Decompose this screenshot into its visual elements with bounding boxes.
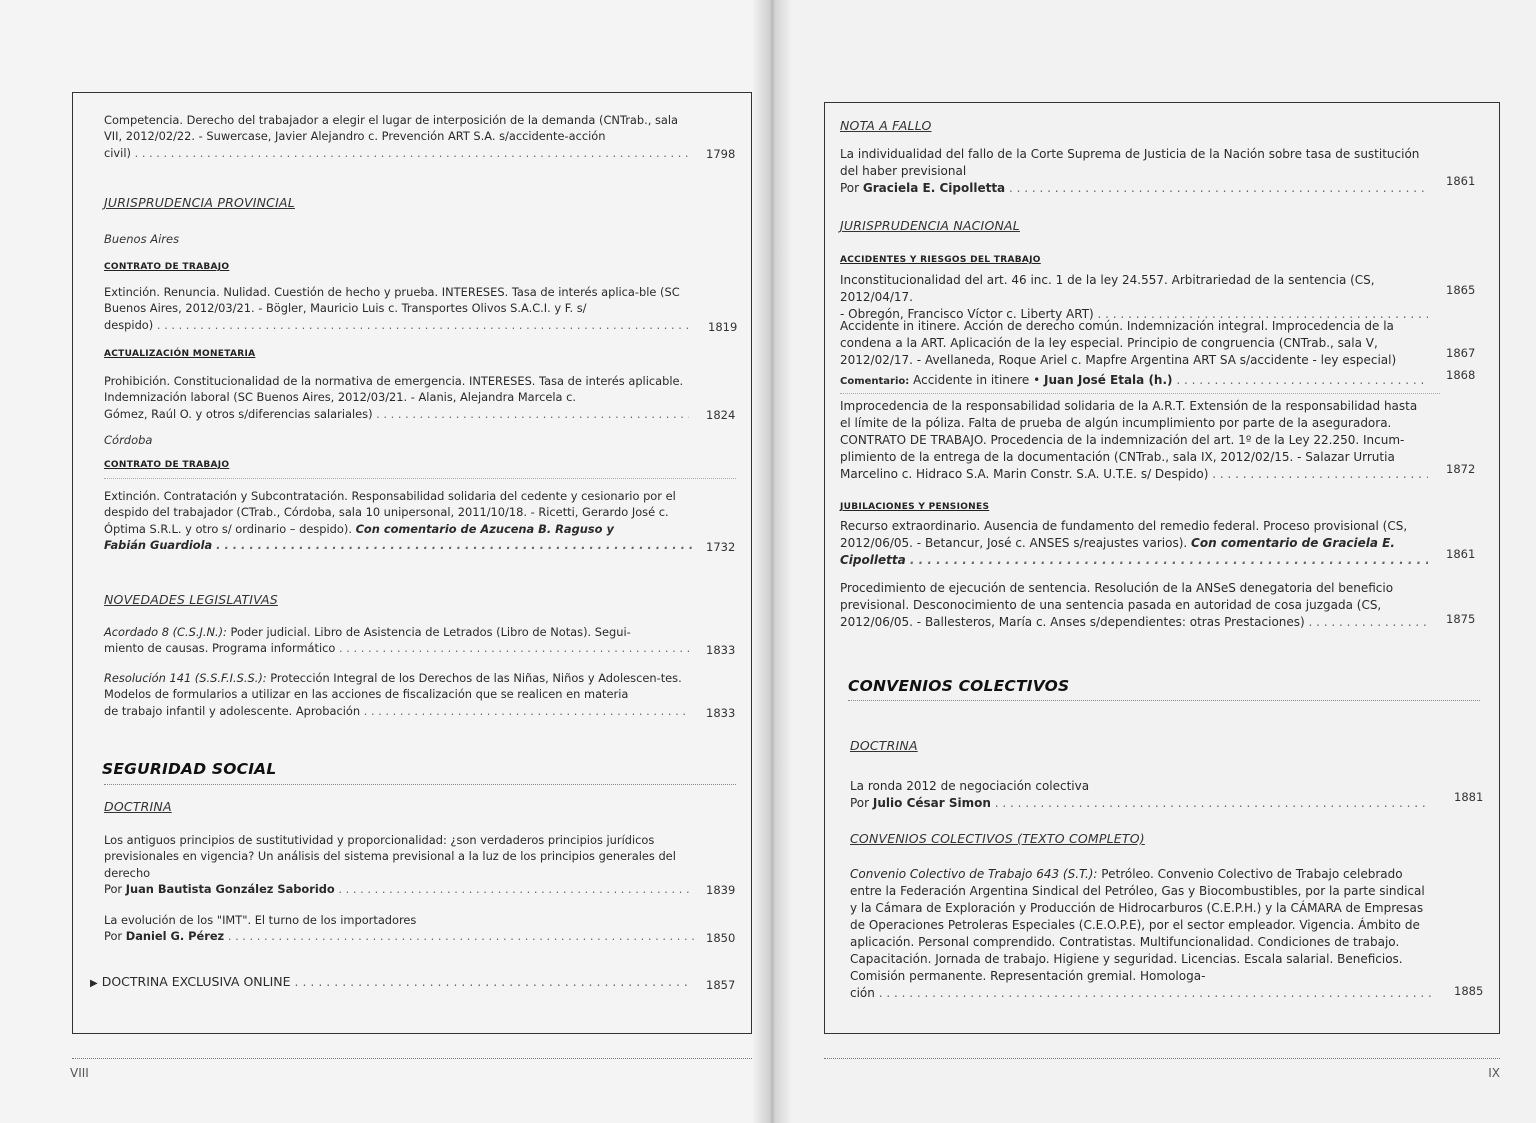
index-entry: Procedimiento de ejecución de sentencia. Resolución de la ANSeS denegatoria del beneficio previsional. Desconocimiento de una sentencia pasada en autoridad de cosa juzgada (CS, 2012/06/05. - Ballesteros, María c. Anses s/dependientes: otras Prestaciones) . . . bbox=[840, 580, 1428, 631]
index-entry: Prohibición. Constitucionalidad de la normativa de emergencia. INTERESES. Tasa de interés aplicable. Indemnización laboral (SC Buenos Aires, 2012/03/21. - Alanis, Alejandra Marcela c. Gómez, Raúl O. y otros s/diferencias salariales) . . . bbox=[104, 373, 689, 422]
index-entry: Convenio Colectivo de Trabajo 643 (S.T.): Petróleo. Convenio Colectivo de Trabajo celebrado entre la Federación Argentina Sindical del Petróleo, Gas y Biocombustibles, por la parte sindical y la Cámara de Exploración y Producción de Hidrocarburos (C.E.P.H.) y la CÁMARA de Empresas de Operaciones Petroleras Especiales (C.E.O.P.E), por el sector empleador. Vigencia. Ámbito de aplicación. Personal comprendido. Contratistas. Multifuncionalidad. Condiciones de trabajo. Capacitación. Jornada de trabajo. Higiene y seguridad. Licencias. Escala salarial. Beneficios. Comisión permanente. Representación gremial. Homologa- ción . . . bbox=[850, 866, 1432, 1002]
subsection-heading: CONTRATO DE TRABAJO bbox=[104, 460, 230, 470]
page-ref: 1875 bbox=[1446, 612, 1476, 626]
page-ref: 1865 bbox=[1446, 283, 1476, 297]
page-ref: 1885 bbox=[1454, 984, 1484, 998]
major-section-heading: CONVENIOS COLECTIVOS bbox=[848, 677, 1070, 695]
index-entry: Inconstitucionalidad del art. 46 inc. 1 de la ley 24.557. Arbitrariedad de la sentencia (CS, 2012/04/17. - Obregón, Francisco Víctor c. Liberty ART) . . . bbox=[840, 272, 1428, 323]
page-ref: 1861 bbox=[1446, 547, 1476, 561]
right-page bbox=[768, 0, 1536, 1123]
page-number: VIII bbox=[70, 1066, 89, 1080]
page-ref: 1867 bbox=[1446, 346, 1476, 360]
subsection-heading: ACCIDENTES Y RIESGOS DEL TRABAJO bbox=[840, 255, 1041, 265]
section-heading: NOTA A FALLO bbox=[840, 118, 932, 133]
page-ref: 1850 bbox=[706, 931, 736, 945]
index-entry: Competencia. Derecho del trabajador a elegir el lugar de interposición de la demanda (CNTrab., sala VII, 2012/02/22. - Suwercase, Javier Alejandro c. Prevención ART S.A. s/accidente-acción civil) . . . bbox=[104, 112, 689, 161]
divider bbox=[104, 478, 736, 479]
arrow-right-icon: ▶ bbox=[90, 978, 98, 989]
footer-rule bbox=[824, 1058, 1500, 1059]
page-ref: 1872 bbox=[1446, 462, 1476, 476]
index-entry: Acordado 8 (C.S.J.N.): Poder judicial. Libro de Asistencia de Letrados (Libro de Notas). Segui- miento de causas. Programa informático . . . bbox=[104, 624, 689, 657]
subsection-heading: CONTRATO DE TRABAJO bbox=[104, 262, 230, 272]
subsection-heading: JUBILACIONES Y PENSIONES bbox=[840, 502, 990, 512]
page-ref: 1732 bbox=[706, 540, 736, 554]
page-ref: 1819 bbox=[708, 320, 738, 334]
book-spine-gutter bbox=[752, 0, 792, 1123]
divider bbox=[848, 700, 1480, 701]
page-number: IX bbox=[1488, 1066, 1500, 1080]
page-ref: 1868 bbox=[1446, 368, 1476, 382]
section-heading: DOCTRINA bbox=[104, 799, 172, 814]
page-ref: 1824 bbox=[706, 408, 736, 422]
index-entry: La individualidad del fallo de la Corte Suprema de Justicia de la Nación sobre tasa de sustitución del haber previsional Por Graciela E. Cipolletta . . . bbox=[840, 146, 1428, 197]
section-heading: CONVENIOS COLECTIVOS (TEXTO COMPLETO) bbox=[850, 831, 1145, 846]
section-heading: JURISPRUDENCIA NACIONAL bbox=[840, 218, 1020, 233]
index-entry: Improcedencia de la responsabilidad solidaria de la A.R.T. Extensión de la responsabilidad hasta el límite de la póliza. Falta de prueba de algún incumplimiento por parte de la aseguradora. CONTRATO DE TRABAJO. Procedencia de la indemnización del art. 1º de la Ley 22.250. Incum-plimiento de la entrega de la documentación (CNTrab., sala IX, 2012/02/15. - Salazar Urrutia Marcelino c. Hidraco S.A. Marin Constr. S.A. U.T.E. s/ Despido) . . . bbox=[840, 398, 1428, 483]
section-heading: DOCTRINA bbox=[850, 738, 918, 753]
page-ref: 1857 bbox=[706, 978, 736, 992]
index-entry: La evolución de los "IMT". El turno de los importadores Por Daniel G. Pérez . . . bbox=[104, 912, 694, 945]
page-ref: 1833 bbox=[706, 643, 736, 657]
index-entry: Recurso extraordinario. Ausencia de fundamento del remedio federal. Proceso provisional (CS, 2012/06/05. - Betancur, José c. ANSES s/reajustes varios). Con comentario de Graciela E. Cipolletta . . . bbox=[840, 518, 1428, 569]
page-ref: 1839 bbox=[706, 883, 736, 897]
jurisdiction-label: Córdoba bbox=[104, 433, 153, 447]
page-ref: 1798 bbox=[706, 147, 736, 161]
jurisdiction-label: Buenos Aires bbox=[104, 232, 180, 246]
divider bbox=[840, 393, 1440, 394]
page-ref: 1861 bbox=[1446, 174, 1476, 188]
section-heading: NOVEDADES LEGISLATIVAS bbox=[104, 592, 278, 607]
page-ref: 1833 bbox=[706, 706, 736, 720]
section-heading: JURISPRUDENCIA PROVINCIAL bbox=[104, 195, 295, 210]
commentary-entry: Comentario: Accidente in itinere • Juan José Etala (h.) . . . bbox=[840, 372, 1428, 390]
footer-rule bbox=[72, 1058, 752, 1059]
page-ref: 1881 bbox=[1454, 790, 1484, 804]
index-entry: La ronda 2012 de negociación colectiva Por Julio César Simon . . . bbox=[850, 778, 1430, 812]
index-entry: Extinción. Contratación y Subcontratación. Responsabilidad solidaria del cedente y cesionario por el despido del trabajador (CTrab., Córdoba, sala 10 unipersonal, 2011/10/18. - Ricetti, Gerardo José c. Óptima S.R.L. y otro s/ ordinario – despido). Con comentario de Azucena B. Raguso y Fabián Guardiola . . . bbox=[104, 488, 694, 554]
index-entry: Resolución 141 (S.S.F.I.S.S.): Protección Integral de los Derechos de las Niñas, Niños y Adolescen-tes. Modelos de formularios a utilizar en las acciones de fiscalización que se realicen en materia de trabajo infantil y adolescente. Aprobación . . . bbox=[104, 670, 689, 719]
online-doctrine-link[interactable]: ▶ DOCTRINA EXCLUSIVA ONLINE . . . bbox=[90, 974, 690, 992]
index-entry: Los antiguos principios de sustitutividad y proporcionalidad: ¿son verdaderos principios jurídicos previsionales en vigencia? Un análisis del sistema previsional a la luz de los principios generales del derecho Por Juan Bautista González Saborido . . . bbox=[104, 832, 694, 898]
divider bbox=[104, 784, 736, 785]
index-entry: Extinción. Renuncia. Nulidad. Cuestión de hecho y prueba. INTERESES. Tasa de interés aplica-ble (SC Buenos Aires, 2012/03/21. - Bögler, Mauricio Luis c. Transportes Olivos S.A.C.I. y F. s/ despido) . . . bbox=[104, 284, 689, 333]
index-entry: Accidente in itinere. Acción de derecho común. Indemnización integral. Improcedencia de la condena a la ART. Aplicación de la ley especial. Principio de congruencia (CNTrab., sala V, 2012/02/17. - Avellaneda, Roque Ariel c. Mapfre Argentina ART SA s/accidente - ley especial) bbox=[840, 319, 1397, 367]
major-section-heading: SEGURIDAD SOCIAL bbox=[102, 760, 277, 778]
subsection-heading: ACTUALIZACIÓN MONETARIA bbox=[104, 349, 256, 359]
